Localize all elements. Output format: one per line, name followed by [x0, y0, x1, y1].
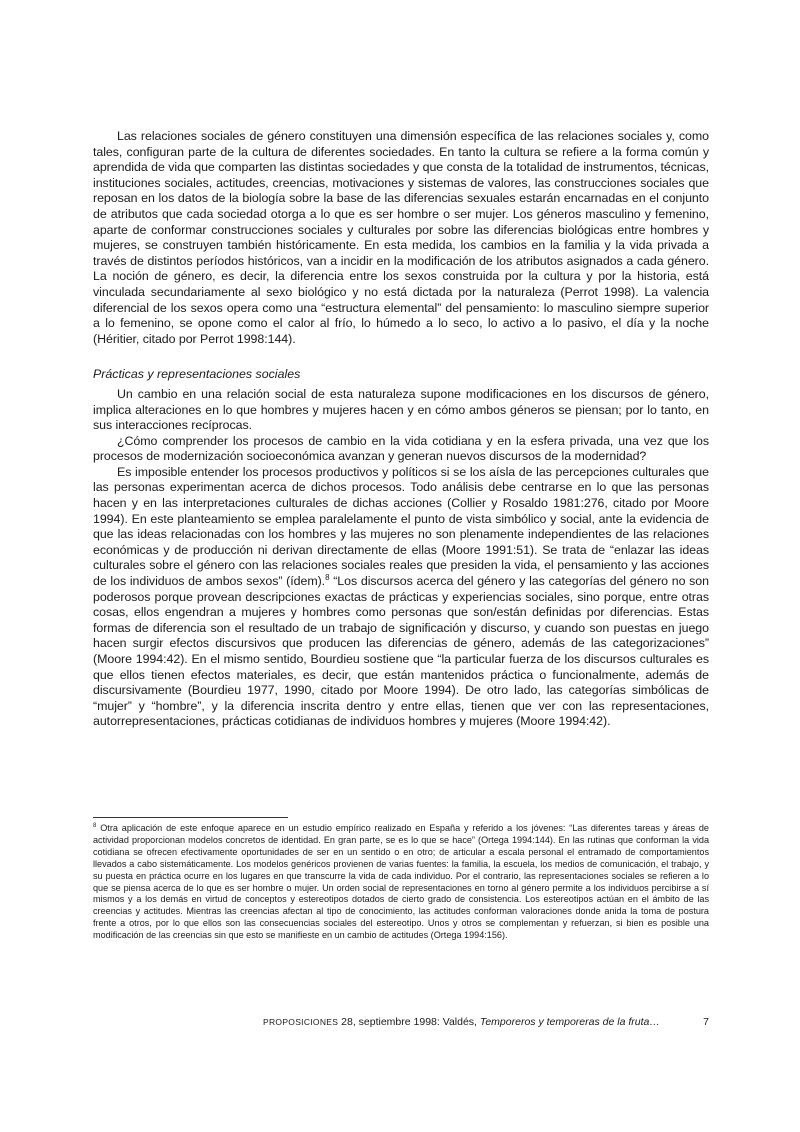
footnote-text: Otra aplicación de este enfoque aparece en un estudio empírico realizado en España y referido a los jóvenes: “Las diferentes tareas y áreas de actividad proporcionan modelos concretos de identidad. En gran parte, se es lo que se hace” (Ortega 1994:144). En las rutinas que conforman la vida cotidiana se ofrecen efectivamente oportunidades de ser en un sentido o en otro; de articular a escala personal el entramado de comportamientos llevados a cabo sistemáticamente. Los modelos genéricos provienen de varias fuentes: la familia, la escuela, los medios de comunicación, el trabajo, y su puesta en práctica ocurre en los lugares en que transcurre la vida de cada individuo. Por el contrario, las representaciones sociales se refieren a lo que se piensa acerca de lo que es ser hombre o mujer. Un orden social de representaciones en torno al género permite a los individuos percibirse a sí mismos y a los demás en virtud de conceptos y estereotipos dotados de cierto grado de consistencia. Los estereotipos actúan en el ámbito de las creencias y actitudes. Mientras las creencias afectan al tipo de conocimiento, las actitudes conforman valoraciones donde anida la toma de postura frente a otros, por lo que ellos son las consecuencias sociales del estereotipo. Unos y otros se complementan y refuerzan, si bien es posible una modificación de las creencias sin que esto se manifieste en un cambio de actitudes (Ortega 1994:156).: [93, 823, 709, 941]
article-body: [93, 129, 709, 730]
issue-details: 28, septiembre 1998: Valdés,: [338, 1016, 480, 1028]
paragraph: Un cambio en una relación social de esta naturaleza supone modificaciones en los discursos de género, implica alteraciones en lo que hombres y mujeres hacen y en cómo ambos géneros se piensan; por lo tanto, en sus interacciones recíprocas.: [93, 386, 709, 433]
section-heading: Prácticas y representaciones sociales: [93, 367, 301, 382]
journal-name: PROPOSICIONES: [263, 1017, 339, 1027]
paragraph: [93, 465, 709, 730]
paragraph-text: Es imposible entender los procesos productivos y políticos si se los aísla de las percepciones culturales que las personas experimentan acerca de dichos procesos. Todo análisis debe centrarse en lo que las personas hacen y en las interpretaciones culturales de dichas acciones (Collier y Rosaldo 1981:276, citado por Moore 1994). En este planteamiento se emplea paralelamente el punto de vista simbólico y social, ante la evidencia de que las ideas relacionadas con los hombres y las mujeres no son plenamente independientes de las relaciones económicas y de producción ni derivan directamente de ellas (Moore 1991:51). Se trata de “enlazar las ideas culturales sobre el género con las relaciones sociales reales que presiden la vida, el pensamiento y las acciones de los individuos de ambos sexos” (ídem).: [93, 464, 709, 589]
footnote-reference[interactable]: 8: [325, 572, 330, 582]
page-number: 7: [703, 1016, 709, 1028]
paragraph-text: “Los discursos acerca del género y las categorías del género no son poderosos porque provean descripciones exactas de prácticas y experiencias sociales, sino porque, entre otras cosas, ellos engendran a mujeres y hombres como personas que son/están definidas por diferencias. Estas formas de diferencia son el resultado de un trabajo de significación y discurso, y cuando son puestas en juego hacen surgir efectos discursivos que producen las diferencias de género, además de las categorizaciones” (Moore 1994:42). En el mismo sentido, Bourdieu sostiene que “la particular fuerza de los discursos culturales es que ellos tienen efectos materiales, es decir, que están mantenidos práctica o funcionalmente, además de discursivamente (Bourdieu 1977, 1990, citado por Moore 1994). De otro lado, las categorías simbólicas de “mujer” y “hombre”, y la diferencia inscrita dentro y entre ellas, tienen que ver con las representaciones, autorrepresentaciones, prácticas cotidianas de individuos hombres y mujeres (Moore 1994:42).: [93, 574, 709, 729]
running-footer: [263, 1016, 660, 1029]
paragraph: ¿Cómo comprender los procesos de cambio en la vida cotidiana y en la esfera privada, una vez que los procesos de modernización socioeconómica avanzan y generan nuevos discursos de la modernidad?: [93, 433, 709, 464]
paragraph: Las relaciones sociales de género constituyen una dimensión específica de las relaciones sociales y, como tales, configuran parte de la cultura de diferentes sociedades. En tanto la cultura se refiere a la forma común y aprendida de vida que comparten las distintas sociedades y que consta de la totalidad de instrumentos, técnicas, instituciones sociales, actitudes, creencias, motivaciones y sistemas de valores, las construcciones sociales que reposan en los datos de la biología sobre la base de las diferencias sexuales estarán encarnadas en el conjunto de atributos que cada sociedad otorga a lo que es ser hombre o ser mujer. Los géneros masculino y femenino, aparte de conformar construcciones sociales y culturales por sobre las diferencias biológicas entre hombres y mujeres, se construyen también históricamente. En esta medida, los cambios en la familia y la vida privada a través de distintos períodos históricos, van a incidir en la modificación de los atributos asignados a cada género. La noción de género, es decir, la diferencia entre los sexos construida por la cultura y por la historia, está vinculada secundariamente al sexo biológico y no está dictada por la naturaleza (Perrot 1998). La valencia diferencial de los sexos opera como una “estructura elemental” del pensamiento: lo masculino siempre superior a lo femenino, se opone como el calor al frío, lo húmedo a lo seco, lo activo a lo pasivo, el día y la noche (Héritier, citado por Perrot 1998:144).: [93, 129, 709, 346]
footnote: [93, 823, 709, 942]
footnote-marker: 8: [93, 822, 97, 829]
footnote-divider: [93, 817, 288, 818]
article-title: Temporeros y temporeras de la fruta…: [479, 1016, 660, 1028]
